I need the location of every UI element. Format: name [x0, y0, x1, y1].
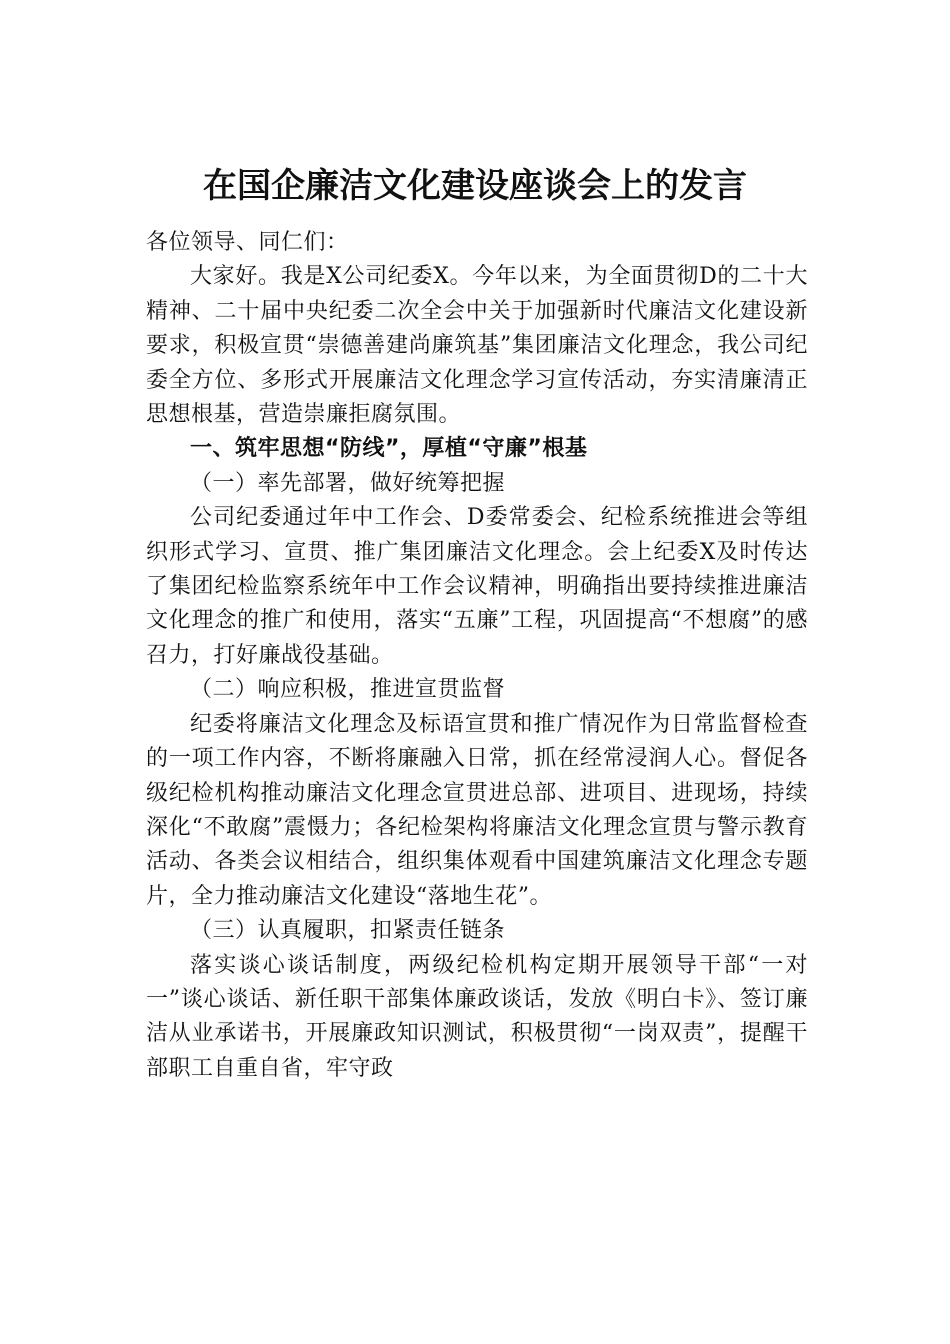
- subsection-paragraph-3: 落实谈心谈话制度，两级纪检机构定期开展领导干部“一对一”谈心谈话、新任职干部集体廉政谈话，发放《明白卡》、签订廉洁从业承诺书，开展廉政知识测试，积极贯彻“一岗双责”，提醒干部职工自重自省，牢守政: [146, 952, 808, 1081]
- intro-paragraph: 大家好。我是X公司纪委X。今年以来，为全面贯彻D的二十大精神、二十届中央纪委二次全会中关于加强新时代廉洁文化建设新要求，积极宣贯“崇德善建尚廉筑基”集团廉洁文化理念，我公司纪委全方位、多形式开展廉洁文化理念学习宣传活动，夯实清廉清正思想根基，营造崇廉拒腐氛围。: [146, 264, 808, 428]
- document-body: [146, 226, 808, 1086]
- subsection-heading-3: （三）认真履职，扣紧责任链条: [190, 918, 506, 944]
- subsection-paragraph-2: 纪委将廉洁文化理念及标语宣贯和推广情况作为日常监督检查的一项工作内容，不断将廉融入日常，抓在经常浸润人心。督促各级纪检机构推动廉洁文化理念宣贯进总部、进项目、进现场，持续深化“不敢腐”震慑力；各纪检架构将廉洁文化理念宣贯与警示教育活动、各类会议相结合，组织集体观看中国建筑廉洁文化理念专题片，全力推动廉洁文化建设“落地生花”。: [146, 711, 808, 909]
- section-heading-1: 一、筑牢思想“防线”，厚植“守廉”根基: [190, 436, 588, 462]
- document-title: 在国企廉洁文化建设座谈会上的发言: [203, 166, 747, 206]
- subsection-heading-1: （一）率先部署，做好统筹把握: [190, 470, 506, 496]
- subsection-heading-2: （二）响应积极，推进宣贯监督: [190, 677, 506, 703]
- greeting: 各位领导、同仁们：: [146, 230, 349, 255]
- subsection-paragraph-1: 公司纪委通过年中工作会、D委常委会、纪检系统推进会等组织形式学习、宣贯、推广集团廉洁文化理念。会上纪委X及时传达了集团纪检监察系统年中工作会议精神，明确指出要持续推进廉洁文化理念的推广和使用，落实“五廉”工程，巩固提高“不想腐”的感召力，打好廉战役基础。: [146, 505, 808, 668]
